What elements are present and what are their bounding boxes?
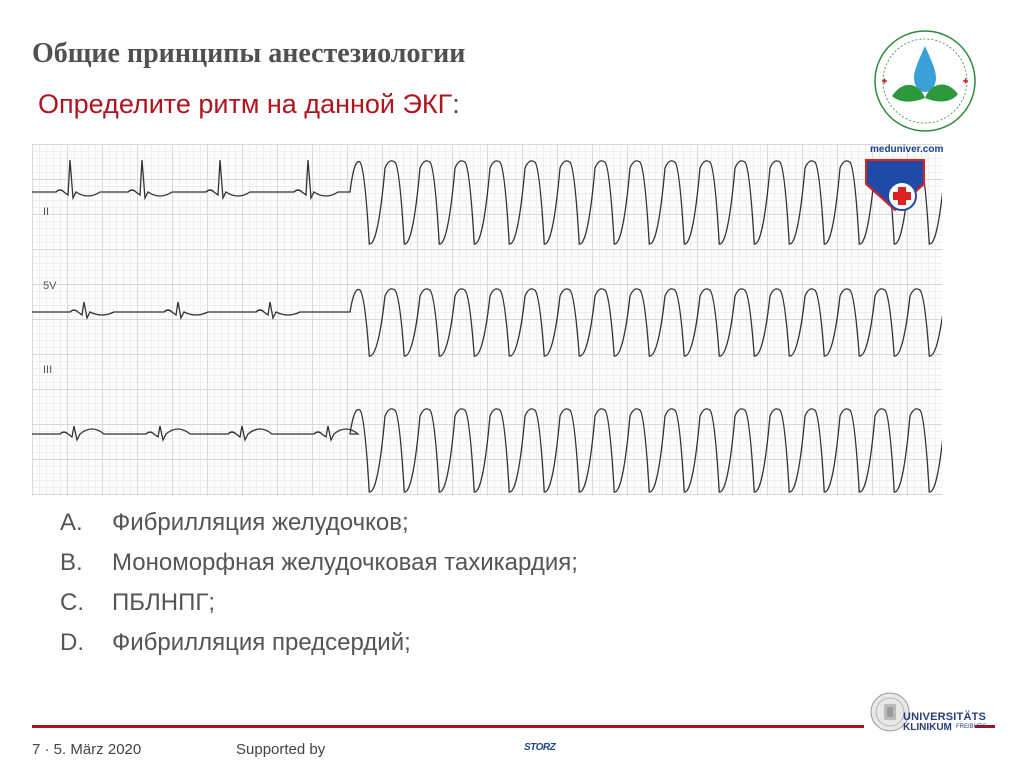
meduniver-watermark [862,144,962,214]
question-heading [38,89,460,120]
footer-divider [32,725,864,728]
answer-text: Фибрилляция желудочков; [112,509,409,536]
clinic-name-line2: KLINIKUM [903,722,952,733]
answer-letter: D. [60,629,84,656]
answer-letter: B. [60,549,83,576]
ecg-trace-lead-5v [32,289,942,356]
slide-number-date: 7 · 5. März 2020 [32,741,142,758]
society-logo [870,26,980,136]
answer-text: Мономорфная желудочковая тахикардия; [112,549,578,576]
ecg-waveforms [32,144,942,496]
answer-letter: C. [60,589,84,616]
watermark-text: meduniver.com [870,144,944,155]
storz-logo: STORZ [524,742,556,753]
answer-option-b[interactable] [60,548,578,588]
slide-title: Общие принципы анестезиологии [32,38,466,69]
ecg-trace-lead-iii [32,409,942,492]
question-colon: : [452,89,460,119]
lead-label-ii: II [43,206,50,218]
question-text: Определите ритм на данной ЭКГ [38,89,453,119]
supported-by-label: Supported by [236,741,326,758]
ecg-tracing [32,144,942,496]
answer-list [60,508,578,668]
ecg-trace-lead-ii [32,160,942,244]
clinic-name-line1: UNIVERSITÄTS [903,711,987,723]
clinic-city: FREIBURG [956,724,988,730]
answer-letter: A. [60,509,83,536]
lead-label-iii: III [43,364,53,376]
answer-option-d[interactable] [60,628,578,668]
lead-label-5v: 5V [43,280,57,292]
answer-text: Фибрилляция предсердий; [112,629,411,656]
answer-option-c[interactable] [60,588,578,628]
answer-text: ПБЛНПГ; [112,589,215,616]
answer-option-a[interactable] [60,508,578,548]
medical-cross-icon [862,154,942,214]
